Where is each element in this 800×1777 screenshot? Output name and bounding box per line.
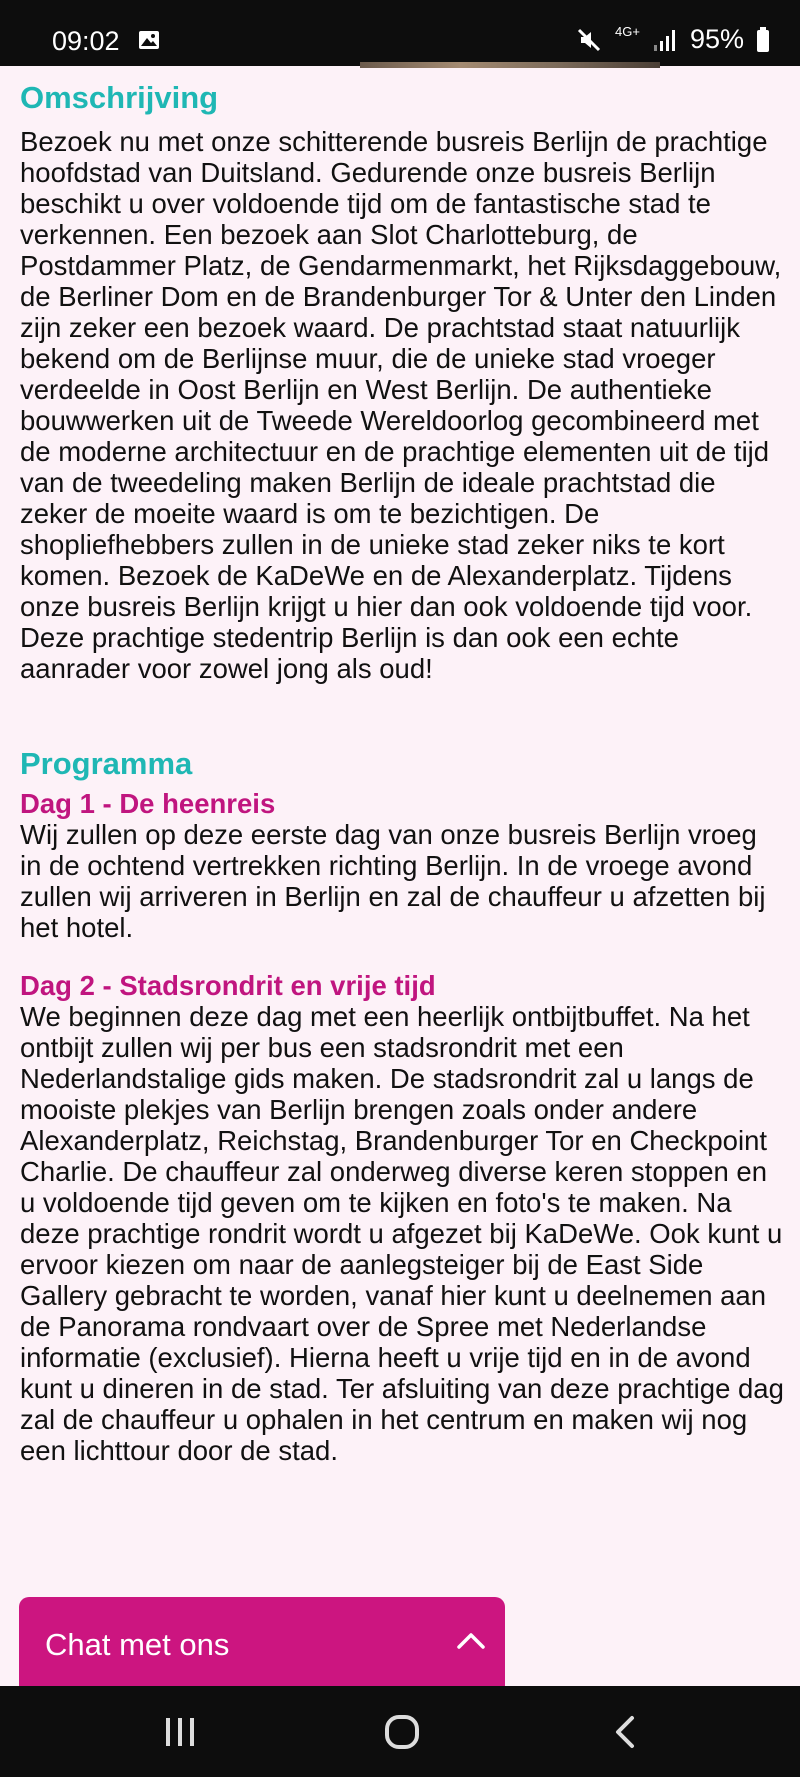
- home-icon[interactable]: [382, 1712, 422, 1752]
- description-heading: Omschrijving: [20, 80, 219, 115]
- chevron-up-icon[interactable]: [451, 1621, 491, 1661]
- header-image-edge: [360, 62, 660, 68]
- status-right: [575, 24, 770, 55]
- network-type: 4G+: [615, 24, 640, 39]
- image-icon: [138, 30, 160, 50]
- main-content: [20, 80, 785, 1466]
- day-2-text: We beginnen deze dag met een heerlijk ontbijtbuffet. Na het ontbijt zullen wij per bus een stadsrondrit met een Nederlandstalige gids maken. De stadsrondrit zal u langs de mooiste plekjes van Berlijn brengen zoals onder andere Alexanderplatz, Reichstag, Brandenburger Tor en Checkpoint Charlie. De chauffeur zal onderweg diverse keren stoppen en u voldoende tijd geven om te kijken en foto's te maken. Na deze prachtige rondrit wordt u afgezet bij KaDeWe. Ook kunt u ervoor kiezen om naar de aanlegsteiger bij de East Side Gallery gebracht te worden, vanaf hier kunt u deelnemen aan de Panorama rondvaart over de Spree met Nederlandse informatie (exclusief). Hierna heeft u vrije tijd en in de avond kunt u dineren in de stad. Ter afsluiting van deze prachtige dag zal de chauffeur u ophalen in het centrum en maken wij nog een lichttour door de stad.: [20, 1001, 784, 1466]
- back-icon[interactable]: [606, 1712, 646, 1752]
- battery-percent: 95%: [689, 24, 744, 54]
- day-1-text: Wij zullen op deze eerste dag van onze busreis Berlijn vroeg in de ochtend vertrekken richting Berlijn. In de vroege avond zullen wij arriveren in Berlijn en zal de chauffeur u afzetten bij het hotel.: [20, 819, 766, 943]
- battery-icon: [756, 27, 770, 53]
- recent-apps-icon[interactable]: [160, 1712, 200, 1752]
- mute-icon: [575, 26, 603, 54]
- status-bar: [0, 0, 800, 66]
- navigation-bar: [0, 1686, 800, 1777]
- chat-widget[interactable]: [19, 1597, 505, 1689]
- program-heading: Programma: [20, 746, 193, 781]
- signal-icon: [652, 27, 678, 53]
- chat-label: Chat met ons: [45, 1627, 230, 1662]
- day-2-title: Dag 2 - Stadsrondrit en vrije tijd: [20, 970, 436, 1001]
- status-time: 09:02: [52, 26, 120, 56]
- day-1-title: Dag 1 - De heenreis: [20, 788, 276, 819]
- description-text: Bezoek nu met onze schitterende busreis Berlijn de prachtige hoofdstad van Duitsland. Gedurende onze busreis Berlijn beschikt u over voldoende tijd om de fantastische stad te verkennen. Een bezoek aan Slot Charlotteburg, de Postdammer Platz, de Gendarmenmarkt, het Rijksdaggebouw, de Berliner Dom en de Brandenburger Tor & Unter den Linden zijn zeker een bezoek waard. De prachtstad staat natuurlijk bekend om de Berlijnse muur, die de unieke stad vroeger verdeelde in Oost Berlijn en West Berlijn. De authentieke bouwwerken uit de Tweede Wereldoorlog gecombineerd met de moderne architectuur en de prachtige elementen uit de tijd van de tweedeling maken Berlijn de ideale prachtstad die zeker de moeite waard is om te bezichtigen. De shopliefhebbers zullen in de unieke stad zeker niks te kort komen. Bezoek de KaDeWe en de Alexanderplatz. Tijdens onze busreis Berlijn krijgt u hier dan ook voldoende tijd voor. Deze prachtige stedentrip Berlijn is dan ook een echte aanrader voor zowel jong als oud!: [20, 126, 782, 684]
